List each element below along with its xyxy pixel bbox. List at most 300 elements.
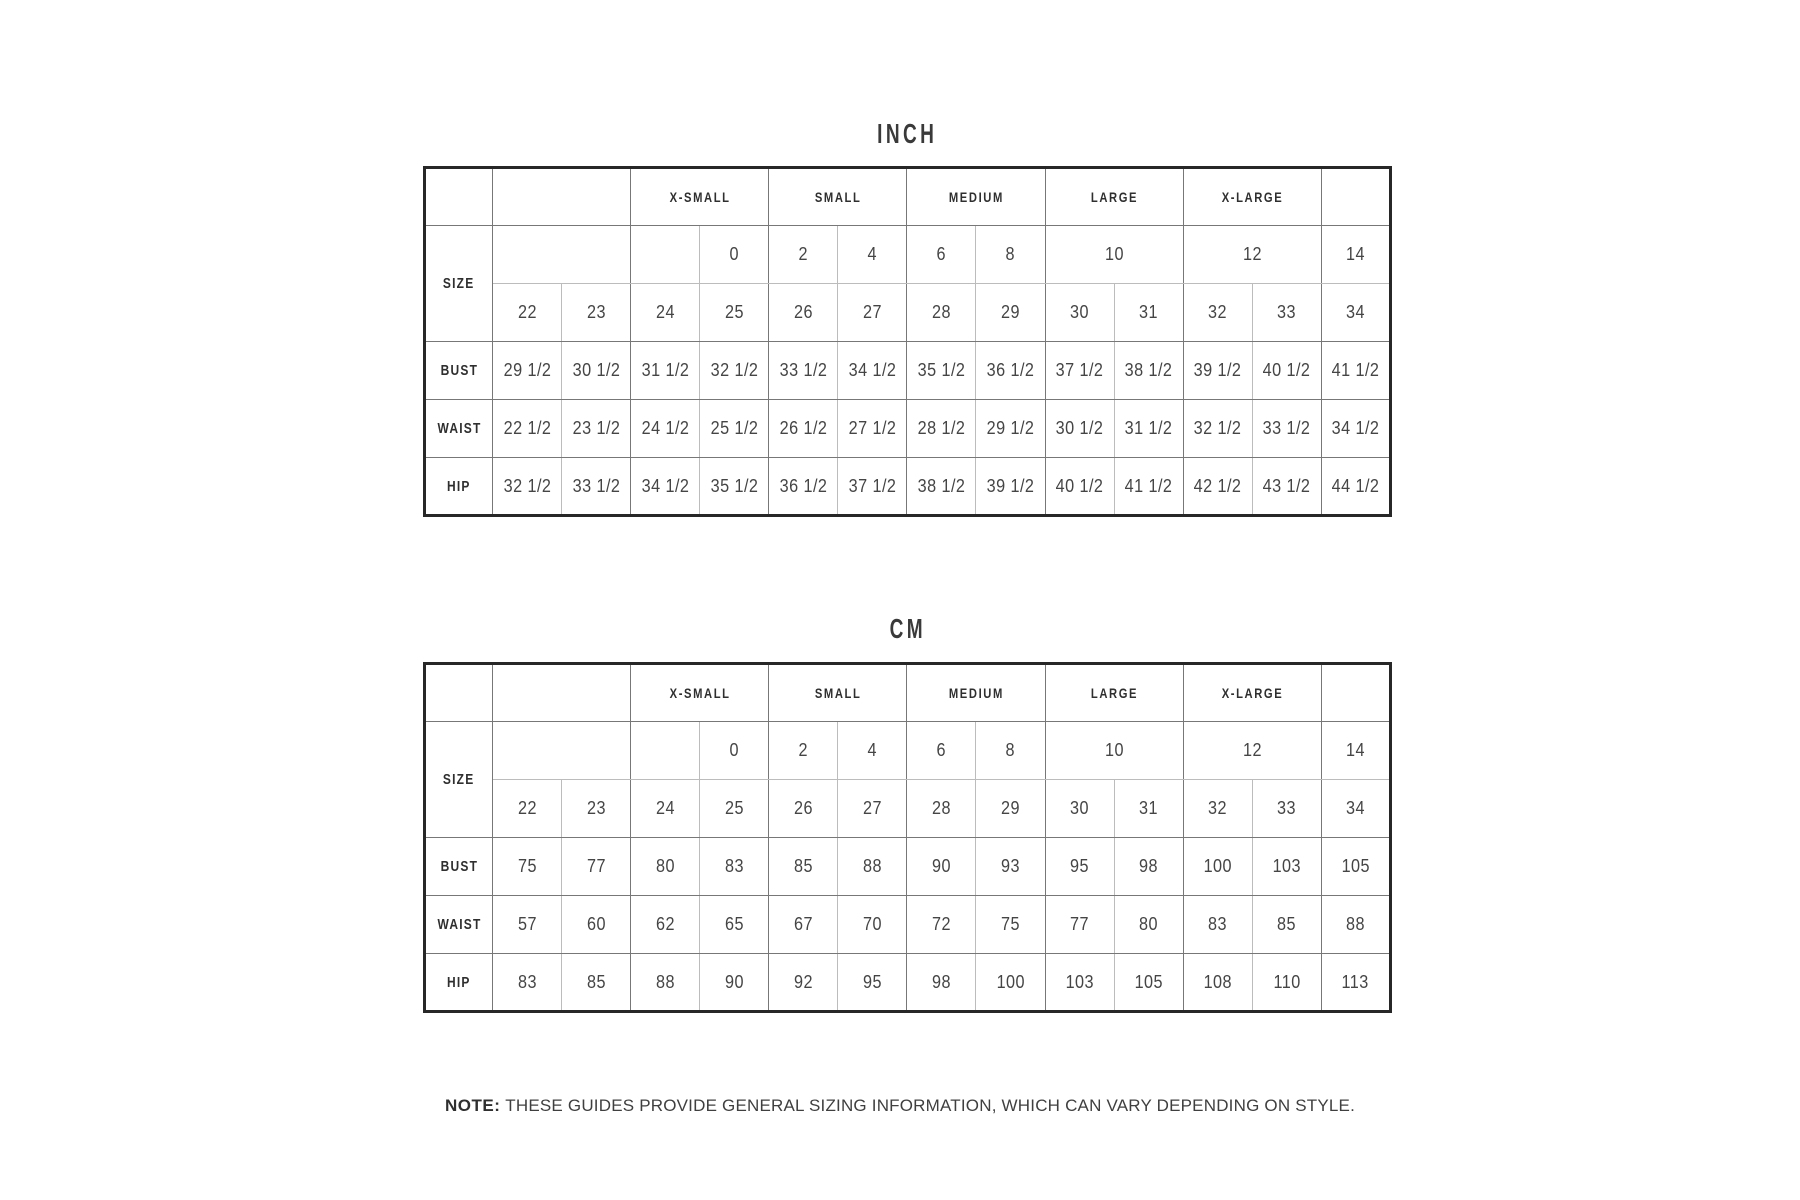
measurement-cell-text: 29 1/2 [503,360,551,380]
us-size-cell [631,226,700,284]
measurement-cell-text: 36 1/2 [986,360,1035,380]
us-size-row [425,226,1391,284]
numeric-size-cell-text: 23 [586,302,606,322]
inch-table-title [423,119,1392,149]
numeric-size-cell-text: 27 [862,302,882,322]
cm-table-container [423,662,1392,1013]
numeric-size-cell [769,780,838,838]
measurement-cell-text: 44 1/2 [1331,475,1380,496]
numeric-size-cell-text: 29 [1001,798,1020,818]
measurement-row [425,954,1391,1012]
group-header-cell-text: X-SMALL [669,189,731,205]
numeric-size-cell [1183,780,1252,838]
corner-cell [425,168,493,226]
numeric-size-cell-text: 28 [931,302,951,322]
measurement-cell-text: 40 1/2 [1055,475,1104,496]
measurement-cell [700,458,769,516]
numeric-size-cell-text: 33 [1277,798,1297,818]
measurement-cell [838,896,907,954]
numeric-size-cell [838,780,907,838]
numeric-size-cell-text: 26 [793,798,813,818]
us-size-cell [493,722,631,780]
measurement-cell [1045,838,1114,896]
us-size-cell [769,226,838,284]
measurement-cell-text: 57 [517,914,537,934]
us-size-cell-text: 0 [729,740,739,760]
us-size-cell-text: 12 [1242,244,1262,264]
us-size-row [425,722,1391,780]
measurement-cell [907,954,976,1012]
us-size-cell-text: 2 [798,244,809,264]
measurement-cell-text: 98 [1139,856,1159,876]
measurement-cell-text: 90 [931,856,951,876]
group-header-cell [1321,664,1390,722]
measurement-cell-text: 100 [996,971,1025,992]
measurement-cell [838,954,907,1012]
us-size-cell [1321,722,1390,780]
measurement-cell [907,458,976,516]
measurement-cell [1183,838,1252,896]
measurement-cell-text: 83 [724,856,744,876]
group-header-cell-text: MEDIUM [948,685,1004,701]
us-size-cell [1183,722,1321,780]
measurement-cell [700,896,769,954]
measurement-cell [1321,342,1390,400]
measurement-cell-text: 33 1/2 [1262,418,1311,438]
numeric-size-cell-text: 24 [655,798,675,818]
measurement-cell-text: 103 [1065,971,1094,992]
measurement-cell-text: 34 1/2 [641,475,690,496]
measurement-cell-text: 34 1/2 [848,360,897,380]
measurement-cell [562,954,631,1012]
measurement-cell [1252,838,1321,896]
us-size-cell [700,722,769,780]
measurement-cell-text: 32 1/2 [710,360,759,380]
measurement-cell [631,458,700,516]
numeric-size-cell [1183,284,1252,342]
measurement-cell [769,838,838,896]
us-size-cell [1045,226,1183,284]
measurement-cell [493,458,562,516]
us-size-cell [769,722,838,780]
size-row-label-text: SIZE [443,275,475,292]
cm-size-table [423,662,1392,1013]
measurement-cell [700,400,769,458]
numeric-size-cell-text: 24 [655,302,675,322]
numeric-size-cell [1321,284,1390,342]
group-header-cell [1183,168,1321,226]
measurement-row-label [425,896,493,954]
measurement-cell-text: 75 [1001,914,1020,934]
group-header-cell [1045,664,1183,722]
measurement-row [425,838,1391,896]
measurement-cell [631,400,700,458]
measurement-row [425,896,1391,954]
measurement-cell-text: 36 1/2 [779,475,828,496]
group-header-cell [769,168,907,226]
us-size-cell-text: 8 [1005,244,1016,264]
measurement-cell-text: 62 [655,914,675,934]
measurement-cell-text: 105 [1134,971,1163,992]
measurement-cell [1252,954,1321,1012]
measurement-cell [631,896,700,954]
measurement-cell-text: 39 1/2 [1193,360,1242,380]
us-size-cell [976,226,1045,284]
group-header-cell [493,664,631,722]
numeric-size-cell-text: 26 [793,302,813,322]
measurement-cell [907,896,976,954]
measurement-row-label-text: WAIST [437,916,481,933]
measurement-cell [562,400,631,458]
us-size-cell-text: 4 [867,740,878,760]
measurement-cell [493,954,562,1012]
numeric-size-row [425,284,1391,342]
numeric-size-cell-text: 25 [724,302,744,322]
us-size-cell [838,722,907,780]
measurement-cell-text: 95 [862,971,882,992]
measurement-cell [769,342,838,400]
measurement-cell-text: 92 [793,971,813,992]
measurement-cell-text: 43 1/2 [1262,475,1311,496]
numeric-size-cell [769,284,838,342]
group-header-cell [907,168,1045,226]
measurement-cell-text: 31 1/2 [641,360,690,380]
measurement-cell-text: 33 1/2 [572,475,620,496]
size-row-label-text: SIZE [443,771,475,788]
us-size-cell [838,226,907,284]
measurement-cell [493,400,562,458]
measurement-cell-text: 80 [1139,914,1159,934]
measurement-cell-text: 31 1/2 [1124,418,1173,438]
group-header-cell-text: X-LARGE [1221,685,1283,701]
numeric-size-row [425,780,1391,838]
inch-size-table [423,166,1392,517]
measurement-cell-text: 85 [586,971,606,992]
measurement-row-label [425,838,493,896]
measurement-cell [1321,400,1390,458]
us-size-cell-text: 8 [1005,740,1016,760]
us-size-cell-text: 14 [1345,740,1365,760]
numeric-size-cell [976,780,1045,838]
group-header-cell-text: X-SMALL [669,685,731,701]
sizing-note [0,1096,1800,1116]
measurement-cell [1114,400,1183,458]
cm-table-title [423,614,1392,644]
group-header-cell [1321,168,1390,226]
measurement-cell-text: 93 [1001,856,1020,876]
measurement-cell [1114,458,1183,516]
measurement-cell [1114,342,1183,400]
group-header-cell-text: MEDIUM [948,189,1004,205]
numeric-size-cell-text: 34 [1345,798,1365,818]
measurement-cell [562,342,631,400]
measurement-cell [1252,400,1321,458]
group-header-cell-text: SMALL [814,189,862,205]
group-header-cell-text: LARGE [1090,685,1138,701]
measurement-cell [1252,342,1321,400]
measurement-cell [1114,954,1183,1012]
measurement-cell [1183,954,1252,1012]
measurement-cell-text: 26 1/2 [779,418,828,438]
numeric-size-cell [700,284,769,342]
measurement-cell-text: 113 [1341,971,1369,992]
measurement-cell [1114,838,1183,896]
measurement-cell [700,838,769,896]
measurement-cell [1045,400,1114,458]
measurement-cell [1321,896,1390,954]
measurement-cell-text: 88 [862,856,882,876]
group-header-cell [631,664,769,722]
numeric-size-cell-text: 23 [586,798,606,818]
measurement-cell-text: 100 [1203,856,1232,876]
measurement-cell-text: 39 1/2 [986,475,1035,496]
measurement-cell [976,342,1045,400]
numeric-size-cell [1252,284,1321,342]
numeric-size-cell [493,780,562,838]
numeric-size-cell-text: 31 [1139,302,1159,322]
numeric-size-cell [1045,780,1114,838]
us-size-cell [907,722,976,780]
measurement-cell-text: 98 [931,971,951,992]
measurement-row [425,400,1391,458]
group-header-cell [1045,168,1183,226]
measurement-cell [907,838,976,896]
measurement-cell-text: 30 1/2 [572,360,620,380]
us-size-cell [1321,226,1390,284]
measurement-cell-text: 32 1/2 [503,475,551,496]
measurement-cell-text: 37 1/2 [848,475,897,496]
measurement-row-label-text: BUST [440,858,478,875]
cm-title-text: CM [889,613,926,644]
numeric-size-cell-text: 29 [1001,302,1020,322]
us-size-cell [1045,722,1183,780]
measurement-cell-text: 35 1/2 [917,360,966,380]
group-header-cell-text: X-LARGE [1221,189,1283,205]
numeric-size-cell-text: 32 [1208,302,1228,322]
us-size-cell-text: 2 [798,740,809,760]
measurement-cell [562,838,631,896]
measurement-cell [976,954,1045,1012]
measurement-cell [1045,342,1114,400]
measurement-cell-text: 41 1/2 [1124,475,1173,496]
measurement-cell [493,838,562,896]
numeric-size-cell [1321,780,1390,838]
measurement-cell [1321,838,1390,896]
numeric-size-cell-text: 25 [724,798,744,818]
measurement-cell [838,400,907,458]
numeric-size-cell [631,284,700,342]
numeric-size-cell [1045,284,1114,342]
us-size-cell [907,226,976,284]
numeric-size-cell-text: 33 [1277,302,1297,322]
measurement-cell-text: 83 [1208,914,1228,934]
numeric-size-cell [562,284,631,342]
measurement-cell [493,896,562,954]
note-text: THESE GUIDES PROVIDE GENERAL SIZING INFORMATION, WHICH CAN VARY DEPENDING ON STYLE. [505,1096,1356,1115]
numeric-size-cell-text: 30 [1070,798,1089,818]
measurement-cell [700,342,769,400]
measurement-cell [1252,458,1321,516]
measurement-cell-text: 88 [1345,914,1365,934]
measurement-cell [976,400,1045,458]
measurement-cell [907,400,976,458]
measurement-row [425,458,1391,516]
measurement-cell-text: 72 [931,914,951,934]
measurement-cell [1045,458,1114,516]
measurement-cell-text: 103 [1272,856,1301,876]
measurement-cell-text: 65 [724,914,744,934]
measurement-cell-text: 85 [793,856,813,876]
measurement-cell-text: 24 1/2 [641,418,690,438]
measurement-cell-text: 83 [517,971,537,992]
measurement-cell-text: 34 1/2 [1331,418,1380,438]
measurement-row-label [425,400,493,458]
group-header-cell [1183,664,1321,722]
measurement-cell [838,342,907,400]
measurement-cell-text: 77 [1070,914,1089,934]
measurement-cell [1183,896,1252,954]
measurement-cell [700,954,769,1012]
numeric-size-cell [631,780,700,838]
measurement-cell [1045,896,1114,954]
numeric-size-cell [1114,284,1183,342]
corner-cell [425,664,493,722]
measurement-cell [631,838,700,896]
inch-table-container [423,166,1392,517]
numeric-size-cell-text: 28 [931,798,951,818]
numeric-size-cell-text: 32 [1208,798,1228,818]
measurement-cell [562,458,631,516]
measurement-cell [907,342,976,400]
measurement-cell [1183,400,1252,458]
measurement-cell-text: 38 1/2 [1124,360,1173,380]
measurement-cell-text: 29 1/2 [986,418,1035,438]
group-header-row [425,664,1391,722]
group-header-cell [907,664,1045,722]
numeric-size-cell [562,780,631,838]
numeric-size-cell-text: 30 [1070,302,1089,322]
group-header-cell-text: LARGE [1090,189,1138,205]
measurement-cell [769,400,838,458]
us-size-cell [1183,226,1321,284]
us-size-cell-text: 14 [1345,244,1365,264]
measurement-cell-text: 105 [1341,856,1370,876]
measurement-cell-text: 80 [655,856,675,876]
measurement-cell [1321,954,1390,1012]
measurement-cell-text: 32 1/2 [1193,418,1242,438]
us-size-cell [700,226,769,284]
measurement-cell-text: 35 1/2 [710,475,759,496]
measurement-cell-text: 108 [1203,971,1232,992]
measurement-cell [562,896,631,954]
numeric-size-cell [1252,780,1321,838]
measurement-cell [769,458,838,516]
measurement-cell [631,954,700,1012]
measurement-row-label [425,342,493,400]
numeric-size-cell [907,284,976,342]
numeric-size-cell [1114,780,1183,838]
measurement-cell [976,896,1045,954]
measurement-cell-text: 90 [724,971,744,992]
note-label: NOTE: [444,1096,501,1115]
us-size-cell-text: 6 [936,740,947,760]
measurement-cell-text: 33 1/2 [779,360,828,380]
measurement-cell-text: 38 1/2 [917,475,966,496]
numeric-size-cell [838,284,907,342]
size-row-label [425,226,493,342]
measurement-cell-text: 28 1/2 [917,418,966,438]
us-size-cell [493,226,631,284]
measurement-cell-text: 30 1/2 [1055,418,1104,438]
measurement-cell-text: 27 1/2 [848,418,897,438]
measurement-cell [1045,954,1114,1012]
measurement-cell-text: 85 [1277,914,1297,934]
inch-title-text: INCH [877,118,938,149]
numeric-size-cell-text: 22 [517,302,537,322]
measurement-cell [1183,458,1252,516]
measurement-cell-text: 22 1/2 [503,418,551,438]
us-size-cell [631,722,700,780]
measurement-cell [976,458,1045,516]
numeric-size-cell-text: 31 [1139,798,1159,818]
measurement-cell-text: 42 1/2 [1193,475,1242,496]
numeric-size-cell-text: 22 [517,798,537,818]
us-size-cell-text: 10 [1104,740,1124,760]
measurement-cell-text: 110 [1273,971,1301,992]
us-size-cell-text: 10 [1104,244,1124,264]
us-size-cell-text: 6 [936,244,947,264]
measurement-cell-text: 88 [655,971,675,992]
us-size-cell [976,722,1045,780]
group-header-row [425,168,1391,226]
measurement-cell-text: 37 1/2 [1055,360,1104,380]
numeric-size-cell [700,780,769,838]
measurement-cell [493,342,562,400]
numeric-size-cell [907,780,976,838]
numeric-size-cell [493,284,562,342]
measurement-row-label [425,458,493,516]
us-size-cell-text: 12 [1242,740,1262,760]
measurement-cell [1321,458,1390,516]
numeric-size-cell-text: 34 [1345,302,1365,322]
measurement-row-label-text: WAIST [437,420,481,437]
us-size-cell-text: 0 [729,244,739,264]
measurement-cell [769,896,838,954]
measurement-cell [838,458,907,516]
measurement-cell-text: 25 1/2 [710,418,759,438]
measurement-row-label-text: HIP [447,477,471,495]
numeric-size-cell-text: 27 [862,798,882,818]
measurement-cell-text: 67 [793,914,813,934]
measurement-cell-text: 95 [1070,856,1089,876]
group-header-cell [631,168,769,226]
us-size-cell-text: 4 [867,244,878,264]
measurement-cell-text: 70 [862,914,882,934]
group-header-cell [493,168,631,226]
group-header-cell [769,664,907,722]
measurement-cell [1114,896,1183,954]
measurement-cell-text: 23 1/2 [572,418,620,438]
measurement-cell [976,838,1045,896]
size-row-label [425,722,493,838]
measurement-row [425,342,1391,400]
measurement-cell [631,342,700,400]
group-header-cell-text: SMALL [814,685,862,701]
measurement-row-label-text: HIP [447,973,471,991]
numeric-size-cell [976,284,1045,342]
measurement-cell [769,954,838,1012]
measurement-cell [1252,896,1321,954]
